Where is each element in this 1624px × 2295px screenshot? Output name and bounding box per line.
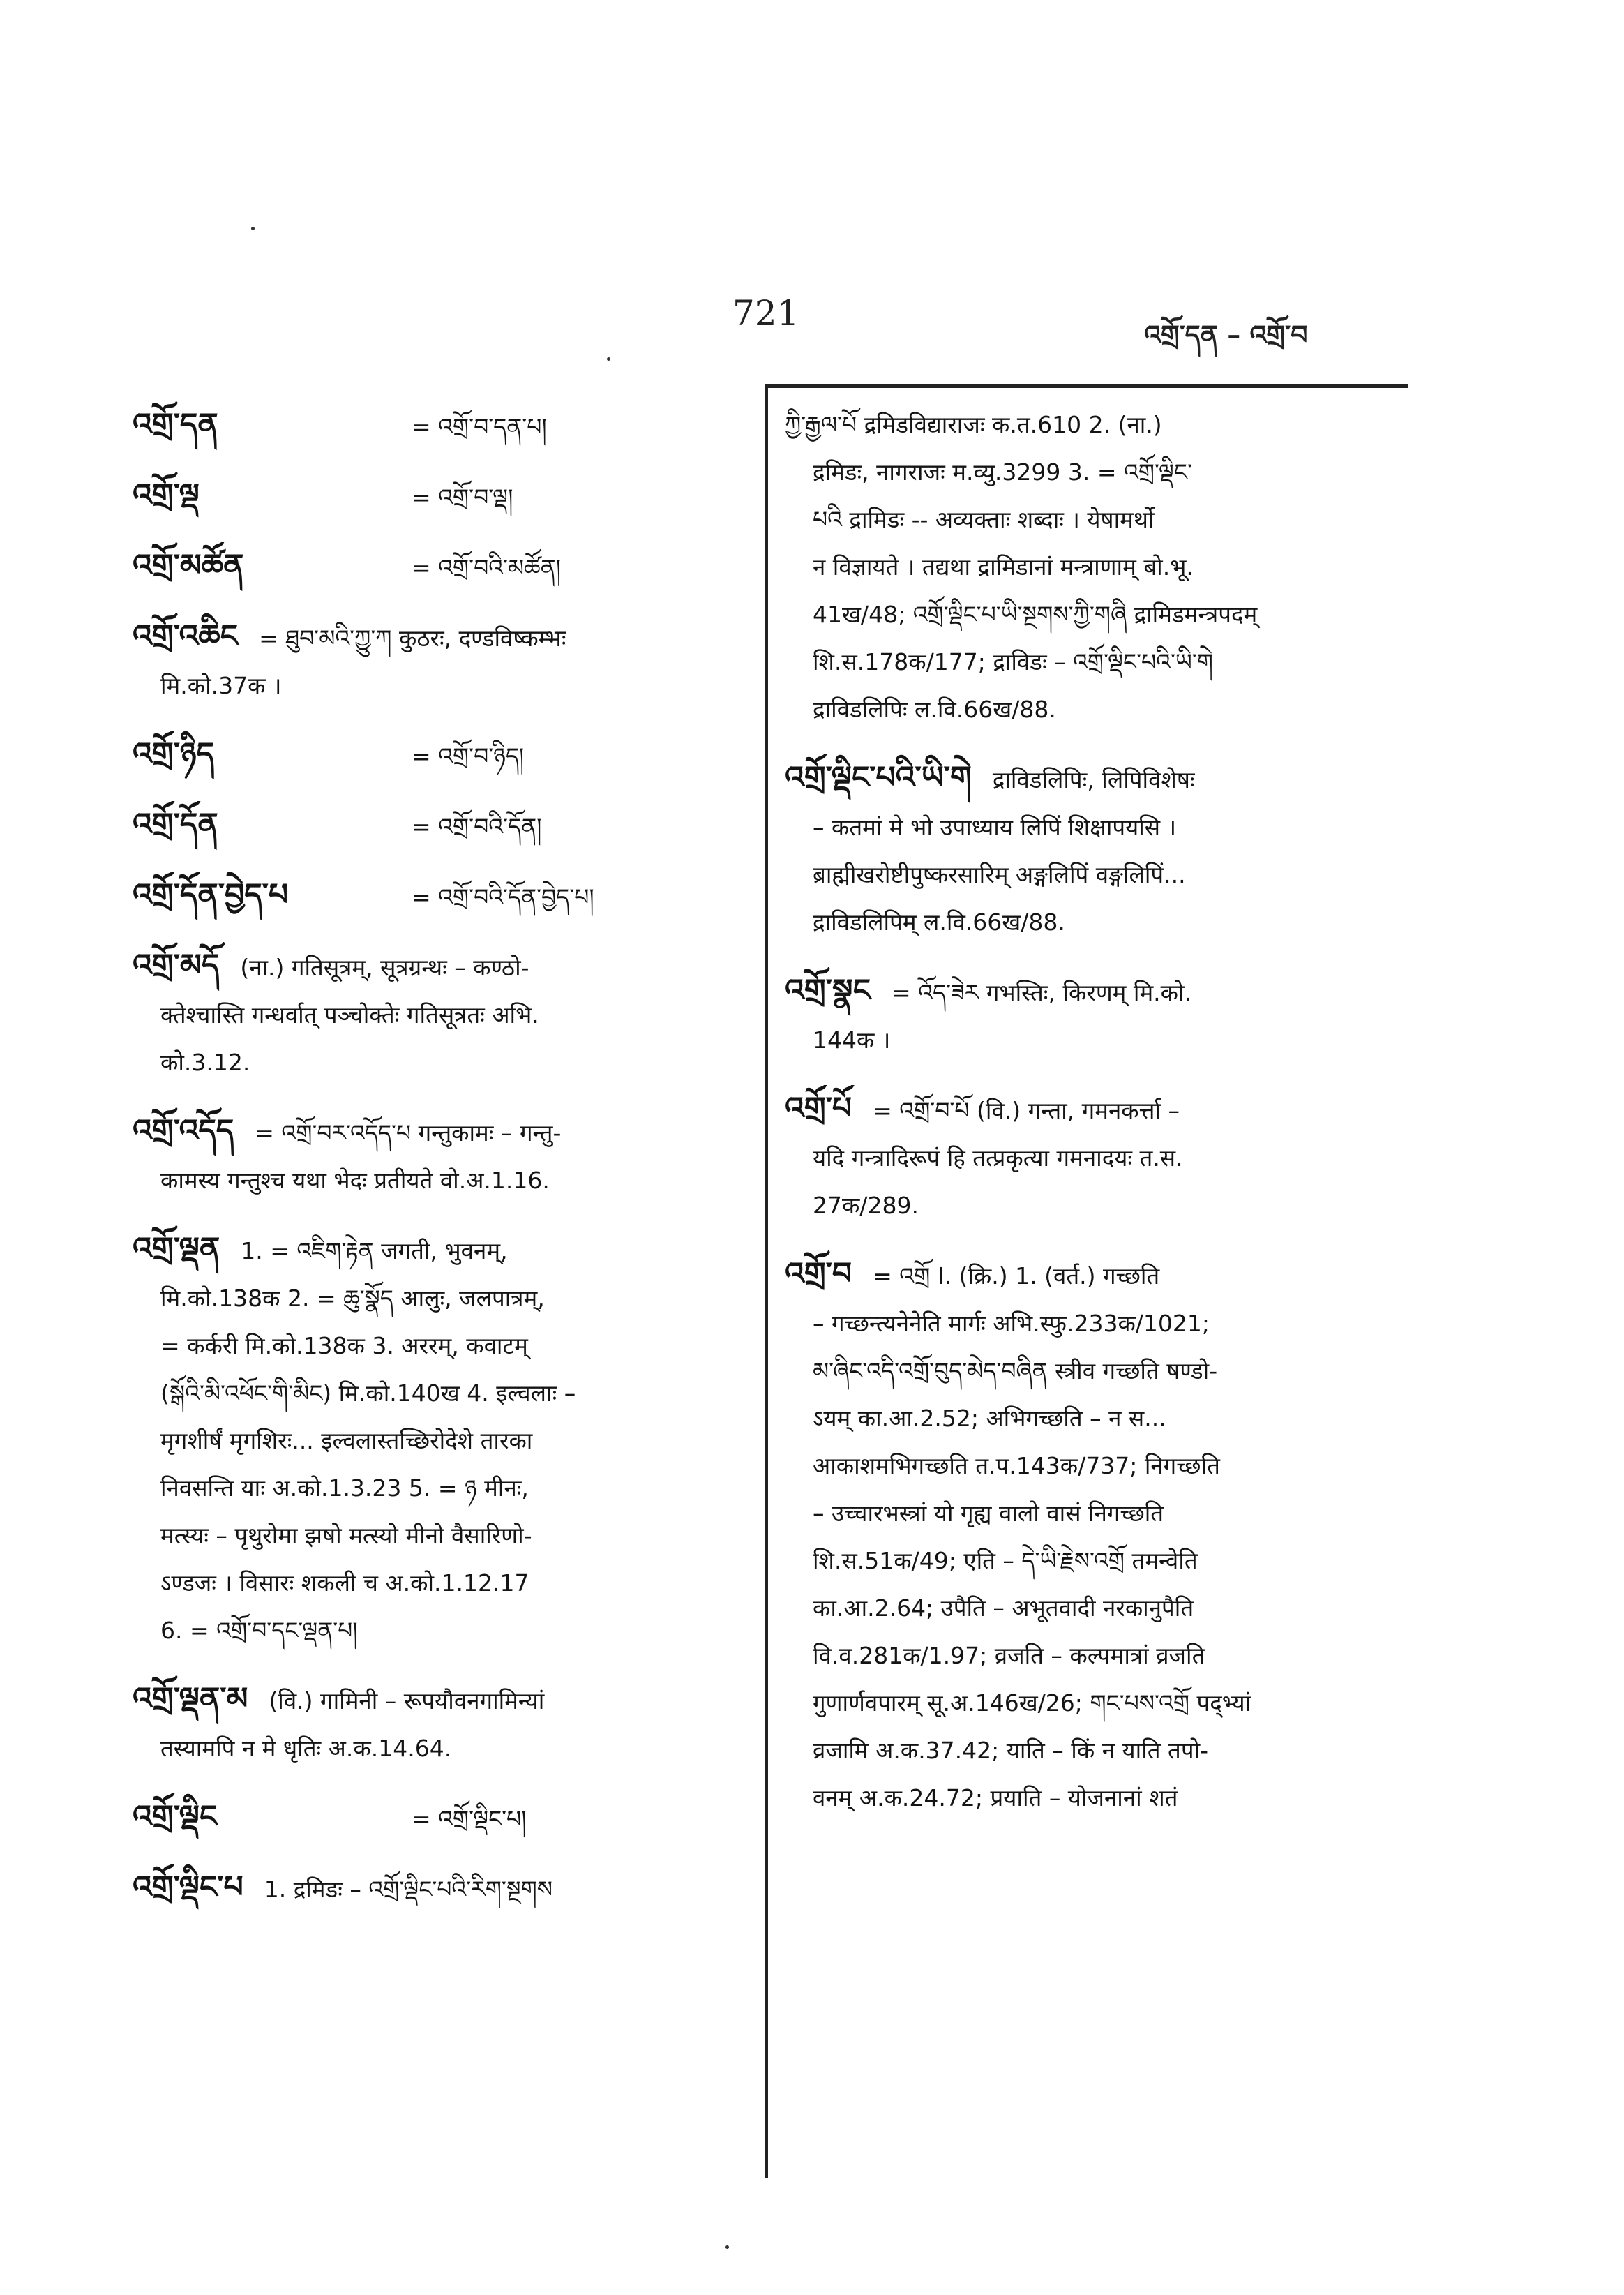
entry-headword: འགྲོ་ལྡིང་པའི་ཡི་གེ xyxy=(785,760,972,795)
entry-text: न विज्ञायते । तद्यथा द्रामिडानां मन्त्राणाम् बो.भू. xyxy=(813,553,1194,581)
dictionary-entry xyxy=(133,731,746,780)
header-rule xyxy=(767,384,1408,388)
entry-text: व्रजामि अ.क.37.42; याति – किं न याति तपो- xyxy=(813,1737,1209,1764)
entry-line xyxy=(133,1725,746,1772)
entry-line xyxy=(785,401,1399,449)
column-divider xyxy=(765,384,768,2178)
entry-line xyxy=(785,1585,1399,1632)
entry-text: वि.व.281क/1.97; व्रजति – कल्पमात्रां व्रजति xyxy=(813,1642,1205,1669)
entry-text: शि.स.51क/49; एति – དེ་ཡི་རྗེས་འགྲོ तमन्वेति xyxy=(813,1547,1198,1574)
entry-text: द्राविडलिपिम् ल.वि.66ख/88. xyxy=(813,909,1065,936)
entry-line xyxy=(785,967,1399,1017)
entry-headword: འགྲོ་པོ xyxy=(785,1091,852,1126)
entry-text: = འགྲོ་བར་འདོད་པ गन्तुकामः – गन्तु- xyxy=(255,1119,562,1146)
entry-text: = འགྲོ I. (क्रि.) 1. (वर्त.) गच्छति xyxy=(873,1262,1160,1289)
entry-line xyxy=(133,401,746,451)
entry-text: ब्राह्मीखरोष्टीपुष्करसारिम् अङ्गलिपिं वङ्गलिपिं... xyxy=(813,861,1186,888)
dictionary-entry xyxy=(133,942,746,1086)
entry-line xyxy=(785,1135,1399,1182)
entry-line xyxy=(133,1465,746,1512)
dictionary-entry xyxy=(133,1793,746,1843)
page-number: 721 xyxy=(732,293,799,334)
entry-headword: འགྲོ་འདོད xyxy=(133,1113,234,1149)
dictionary-entry xyxy=(785,401,1399,733)
entry-line xyxy=(785,754,1399,804)
entry-text: 144क । xyxy=(813,1026,891,1054)
entry-line xyxy=(785,1632,1399,1680)
dictionary-entry xyxy=(133,1864,746,1913)
entry-line xyxy=(133,472,746,521)
entry-text: को.3.12. xyxy=(160,1049,250,1076)
entry-line xyxy=(133,1560,746,1607)
entry-line xyxy=(133,1512,746,1560)
entry-line xyxy=(785,851,1399,899)
dictionary-entry xyxy=(133,1107,746,1204)
speck-mark xyxy=(251,227,255,230)
entry-line xyxy=(785,544,1399,591)
entry-line xyxy=(785,1395,1399,1442)
dictionary-entry xyxy=(785,967,1399,1064)
entry-text: = कर्करी मि.को.138क 3. अररम्, कवाटम् xyxy=(160,1332,528,1359)
entry-line xyxy=(785,1250,1399,1300)
entry-text: क्तेश्चास्ति गन्धर्वात् पञ्चोक्तेः गतिसूत्रतः अभि. xyxy=(160,1001,539,1029)
entry-text: तस्यामपि न मे धृतिः अ.क.14.64. xyxy=(160,1735,452,1762)
entry-line xyxy=(133,731,746,780)
entry-headword: འགྲོ་ཉིད xyxy=(133,736,214,772)
entry-headword: འགྲོ་ལྡན xyxy=(133,1231,220,1266)
entry-line xyxy=(133,613,746,662)
entry-headword: འགྲོ་དན xyxy=(133,407,218,442)
entry-text: 6. = འགྲོ་བ་དང་ལྡན་པ། xyxy=(160,1617,358,1644)
entry-text: का.आ.2.64; उपैति – अभूतवादी नरकानुपैति xyxy=(813,1594,1194,1622)
dictionary-entry xyxy=(133,613,746,710)
entry-line xyxy=(133,872,746,921)
entry-headword: འགྲོ་མཚོན xyxy=(133,548,244,583)
entry-line xyxy=(133,992,746,1039)
entry-line xyxy=(785,1085,1399,1135)
entry-line xyxy=(133,1275,746,1322)
entry-text: शि.स.178क/177; द्राविडः – འགྲོ་ལྡིང་པའི་ཡི་གེ xyxy=(813,648,1213,675)
entry-line xyxy=(785,1182,1399,1229)
entry-text: ऽयम् का.आ.2.52; अभिगच्छति – न स... xyxy=(813,1405,1166,1432)
entry-headword: འགྲོ་ལྡིང xyxy=(133,1799,218,1834)
entry-text: ཀྱི་རྒྱལ་པོ द्रमिडविद्याराजः क.त.610 2. (ना.) xyxy=(785,411,1162,438)
entry-text: कामस्य गन्तुश्च यथा भेदः प्रतीयते वो.अ.1.16. xyxy=(160,1167,550,1194)
entry-text: आकाशमभिगच्छति त.प.143क/737; निगच्छति xyxy=(813,1452,1220,1479)
entry-line xyxy=(133,1039,746,1086)
dictionary-entry xyxy=(133,542,746,592)
entry-text: – उच्चारभस्त्रां यो गृह्य वालो वासं निगच्छति xyxy=(813,1500,1164,1527)
entry-text: निवसन्ति याः अ.को.1.3.23 5. = ཉ मीनः, xyxy=(160,1474,529,1502)
entry-line xyxy=(785,1727,1399,1774)
entry-line xyxy=(785,496,1399,544)
right-column xyxy=(785,401,1399,1843)
entry-line xyxy=(785,1537,1399,1585)
entry-line xyxy=(133,1225,746,1275)
entry-text: मत्स्यः – पृथुरोमा झषो मत्स्यो मीनो वैसारिणो- xyxy=(160,1522,532,1549)
entry-text: མ་ཞིང་འདི་འགྲོ་བུད་མེད་བཞིན स्त्रीव गच्छति षण्डो- xyxy=(813,1357,1218,1384)
entry-line xyxy=(133,1607,746,1654)
left-column xyxy=(133,401,746,1934)
entry-line xyxy=(133,801,746,851)
entry-line xyxy=(133,662,746,710)
entry-text: = འགྲོ་བའི་དོན་བྱེད་པ། xyxy=(412,883,594,911)
entry-headword: འགྲོ་ལྡན་མ xyxy=(133,1681,248,1717)
entry-line xyxy=(785,449,1399,496)
entry-text: = འགྲོ་ལྡིང་པ། xyxy=(412,1805,527,1832)
entry-text: = འགྲོ་བའི་མཚོན། xyxy=(412,554,561,581)
dictionary-entry xyxy=(133,472,746,521)
entry-headword: འགྲོ་ལྡིང་པ xyxy=(133,1869,243,1905)
dictionary-entry xyxy=(133,872,746,921)
entry-text: 27क/289. xyxy=(813,1192,919,1219)
dictionary-entry xyxy=(785,1085,1399,1229)
entry-line xyxy=(785,638,1399,686)
entry-headword: འགྲོ་དོན་བྱེད་པ xyxy=(133,877,289,913)
entry-text: मि.को.138क 2. = ཆུ་སྣོད आलुः, जलपात्रम्, xyxy=(160,1285,545,1312)
entry-text: गुणार्णवपारम् सू.अ.146ख/26; གང་པས་འགྲོ पद्भ्यां xyxy=(813,1689,1251,1717)
entry-text: = འགྲོ་བ་དན་པ། xyxy=(412,413,547,440)
entry-text: – कतमां मे भो उपाध्याय लिपिं शिक्षापयसि । xyxy=(813,814,1177,841)
entry-line xyxy=(785,591,1399,638)
running-head: འགྲོ་དན – འགྲོ་བ xyxy=(1144,320,1308,350)
entry-headword: འགྲོ་འཆིང xyxy=(133,618,239,654)
entry-line xyxy=(133,1864,746,1913)
entry-line xyxy=(785,1490,1399,1537)
dictionary-entry xyxy=(133,401,746,451)
entry-line xyxy=(785,1347,1399,1395)
dictionary-entry xyxy=(785,1250,1399,1822)
entry-text: = འགྲོ་བ་ལྡ། xyxy=(412,484,513,511)
dictionary-entry xyxy=(133,1225,746,1654)
entry-text: 1. द्रमिडः – འགྲོ་ལྡིང་པའི་རིག་སྔགས xyxy=(264,1876,552,1903)
entry-line xyxy=(133,1417,746,1465)
entry-line xyxy=(133,1675,746,1725)
entry-line xyxy=(785,899,1399,946)
entry-text: वनम् अ.क.24.72; प्रयाति – योजनानां शतं xyxy=(813,1784,1178,1811)
entry-line xyxy=(133,1107,746,1157)
speck-mark xyxy=(725,2245,729,2249)
speck-mark xyxy=(607,357,610,361)
entry-headword: འགྲོ་སྣང xyxy=(785,973,871,1008)
entry-text: པའི द्रामिडः -- अव्यक्ताः शब्दाः । येषामर्थो xyxy=(813,506,1155,533)
entry-text: मि.को.37क । xyxy=(160,672,282,699)
entry-headword: འགྲོ་བ xyxy=(785,1256,852,1292)
entry-line xyxy=(785,804,1399,851)
entry-line xyxy=(133,942,746,992)
entry-line xyxy=(133,1370,746,1417)
entry-line xyxy=(785,686,1399,733)
entry-headword: འགྲོ་དོན xyxy=(133,807,218,842)
entry-line xyxy=(133,1322,746,1370)
dictionary-entry xyxy=(133,801,746,851)
entry-line xyxy=(133,1793,746,1843)
entry-line xyxy=(785,1017,1399,1064)
entry-text: मृगशीर्षं मृगशिरः... इल्वलास्तच्छिरोदेशे तारका xyxy=(160,1427,533,1454)
dictionary-entry xyxy=(785,754,1399,946)
entry-text: (སྒོའི་མི་འཕོང་གི་མིང) मि.को.140ख 4. इल्वलाः – xyxy=(160,1380,576,1407)
entry-text: द्राविडलिपिः ल.वि.66ख/88. xyxy=(813,696,1056,723)
entry-text: = འགྲོ་བ་ཉིད། xyxy=(412,742,525,770)
entry-text: = འགྲོ་བའི་དོན། xyxy=(412,813,542,840)
entry-text: = འོད་ཟེར गभस्तिः, किरणम् मि.को. xyxy=(892,979,1192,1006)
entry-text: 41ख/48; འགྲོ་ལྡིང་པ་ཡི་སྔགས་ཀྱི་གཞི द्रामिडमन्त्रपदम् xyxy=(813,601,1258,628)
dictionary-entry xyxy=(133,1675,746,1772)
entry-text: द्राविडलिपिः, लिपिविशेषः xyxy=(992,766,1195,793)
entry-text: = འགྲོ་བ་པོ (वि.) गन्ता, गमनकर्त्ता – xyxy=(873,1097,1180,1124)
entry-text: 1. = འཇིག་རྟེན जगती, भुवनम्, xyxy=(241,1237,508,1264)
entry-line xyxy=(785,1442,1399,1490)
entry-text: यदि गन्त्रादिरूपं हि तत्प्रकृत्या गमनादयः त.स. xyxy=(813,1144,1183,1172)
entry-text: द्रमिडः, नागराजः म.व्यु.3299 3. = འགྲོ་ལྡིང་ xyxy=(813,458,1192,486)
entry-line xyxy=(785,1300,1399,1347)
entry-text: – गच्छन्त्यनेनेति मार्गः अभि.स्फु.233क/1021; xyxy=(813,1310,1210,1337)
entry-text: (वि.) गामिनी – रूपयौवनगामिन्यां xyxy=(269,1687,545,1714)
entry-text: = ཐུབ་མའི་ཀྱུ་ཀ कुठरः, दण्डविष्कम्भः xyxy=(259,625,566,652)
entry-line xyxy=(133,1157,746,1204)
entry-headword: འགྲོ་ལྡ xyxy=(133,477,200,513)
entry-text: ऽण्डजः । विसारः शकली च अ.को.1.12.17 xyxy=(160,1569,529,1597)
entry-line xyxy=(785,1680,1399,1727)
entry-headword: འགྲོ་མདོ xyxy=(133,948,220,983)
entry-line xyxy=(785,1774,1399,1822)
entry-text: (ना.) गतिसूत्रम्, सूत्रग्रन्थः – कण्ठो- xyxy=(240,954,529,981)
entry-line xyxy=(133,542,746,592)
